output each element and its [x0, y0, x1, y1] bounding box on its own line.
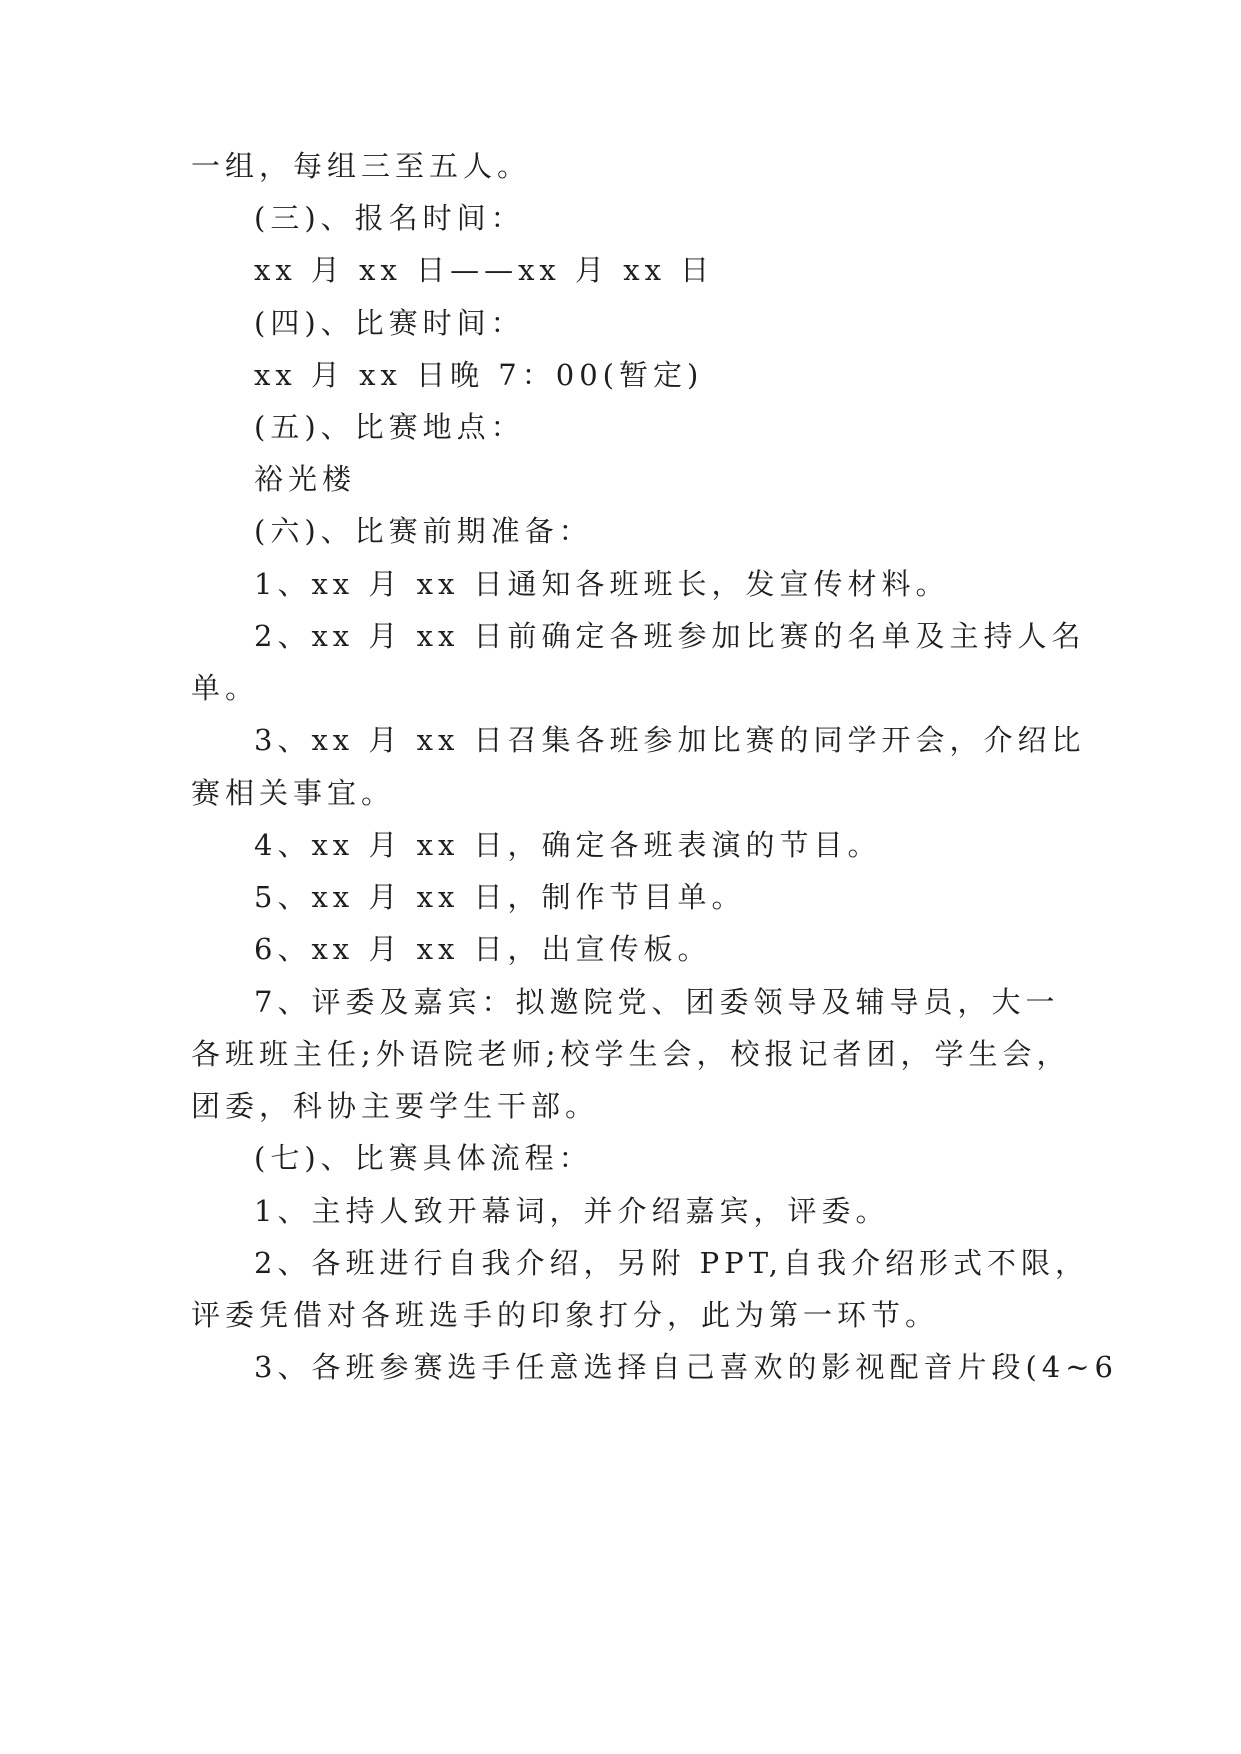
text-line: 团委，科协主要学生干部。	[191, 1089, 600, 1123]
list-item: 5、xx 月 xx 日，制作节目单。	[254, 880, 746, 914]
section-heading-procedure: (七)、比赛具体流程：	[254, 1141, 593, 1175]
list-item: 1、主持人致开幕词，并介绍嘉宾，评委。	[254, 1194, 890, 1228]
text-line: 一组，每组三至五人。	[191, 149, 532, 183]
text-line: 各班班主任;外语院老师;校学生会，校报记者团，学生会，	[191, 1037, 1071, 1071]
section-heading-venue: (五)、比赛地点：	[254, 410, 525, 444]
text-line: 评委凭借对各班选手的印象打分，此为第一环节。	[191, 1298, 940, 1332]
section-heading-registration-time: (三)、报名时间：	[254, 201, 525, 235]
text-line: xx 月 xx 日晚 7：00(暂定)	[254, 358, 704, 392]
list-item: 4、xx 月 xx 日，确定各班表演的节目。	[254, 828, 882, 862]
text-line: 裕光楼	[254, 462, 357, 496]
section-heading-competition-time: (四)、比赛时间：	[254, 306, 525, 340]
list-item: 2、xx 月 xx 日前确定各班参加比赛的名单及主持人名	[254, 619, 1086, 653]
list-item: 2、各班进行自我介绍，另附 PPT,自我介绍形式不限，	[254, 1246, 1089, 1280]
list-item: 3、xx 月 xx 日召集各班参加比赛的同学开会，介绍比	[254, 723, 1086, 757]
list-item: 1、xx 月 xx 日通知各班班长，发宣传材料。	[254, 567, 950, 601]
list-item: 6、xx 月 xx 日，出宣传板。	[254, 932, 712, 966]
text-line: xx 月 xx 日——xx 月 xx 日	[254, 253, 715, 287]
text-line: 赛相关事宜。	[191, 776, 396, 810]
list-item: 3、各班参赛选手任意选择自己喜欢的影视配音片段(4~6	[254, 1350, 1118, 1384]
section-heading-preparation: (六)、比赛前期准备：	[254, 514, 593, 548]
list-item: 7、评委及嘉宾：拟邀院党、团委领导及辅导员，大一	[254, 985, 1060, 1019]
text-line: 单。	[191, 671, 260, 705]
